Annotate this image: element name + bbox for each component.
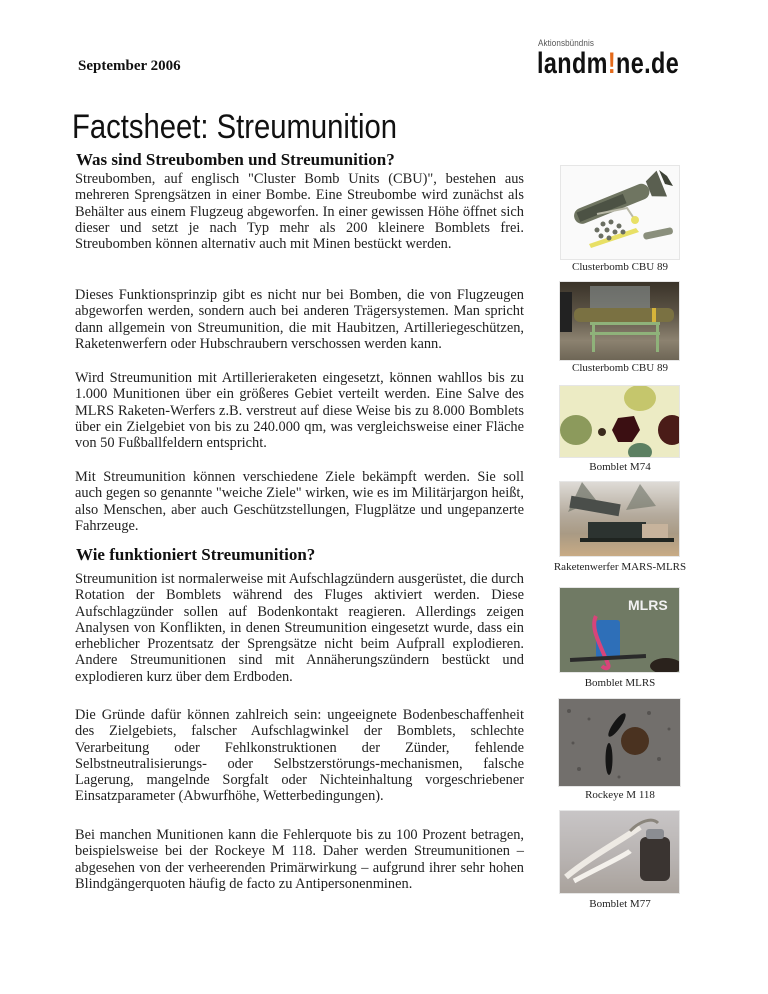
cluster-bomb-on-stand-image bbox=[559, 281, 680, 361]
logo-tagline: Aktionsbündnis bbox=[538, 38, 594, 49]
page-title: Factsheet: Streumunition bbox=[72, 108, 398, 146]
section-heading-what-are-cluster-bombs: Was sind Streubomben und Streumunition? bbox=[76, 150, 395, 169]
figure-caption: Clusterbomb CBU 89 bbox=[572, 362, 668, 374]
figure-caption: Clusterbomb CBU 89 bbox=[572, 261, 668, 273]
figure-bomblet-mlrs bbox=[550, 587, 690, 692]
bomblet-m74-image bbox=[559, 385, 680, 458]
figure-caption: Raketenwerfer MARS-MLRS bbox=[553, 561, 687, 573]
rockeye-image bbox=[558, 698, 681, 787]
figure-caption: Rockeye M 118 bbox=[585, 789, 655, 801]
figure-cbu89-photo bbox=[550, 281, 690, 381]
logo-name-part2: ne.de bbox=[616, 47, 680, 80]
paragraph: Streumunition ist normalerweise mit Aufschlagzündern ausgerüstet, die durch Rotation der Bomblets während des Fluges aktiviert werden. Diese Aufschlagzünder sollen auf Bodenkontakt reagieren. Allerdings zeigen Analysen von Konflikten, in denen Streumunition eingesetzt wurde, dass ein erheblicher Prozentsatz der Sprengsätze nicht beim Aufprall explodieren. Andere Streumunitionen sind mit Annäherungszündern bestückt und explodieren kurz über dem Erdboden. bbox=[75, 571, 524, 685]
cluster-bomb-cutaway-image bbox=[560, 165, 680, 260]
figure-cbu89-diagram bbox=[550, 165, 690, 280]
section-heading-how-it-works: Wie funktioniert Streumunition? bbox=[76, 545, 316, 564]
figure-bomblet-m77 bbox=[550, 810, 690, 915]
document-date: September 2006 bbox=[78, 58, 181, 74]
logo-exclamation-mark: ! bbox=[607, 47, 617, 80]
figure-caption: Bomblet M77 bbox=[589, 898, 651, 910]
figure-caption: Bomblet MLRS bbox=[584, 677, 656, 689]
landmine-de-logo bbox=[528, 38, 688, 84]
mlrs-bomblet-image bbox=[559, 587, 680, 673]
logo-wordmark bbox=[537, 47, 679, 81]
figure-caption: Bomblet M74 bbox=[589, 461, 651, 473]
paragraph: Wird Streumunition mit Artillerieraketen eingesetzt, können wahllos bis zu 1.000 Munitionen über ein größeres Gebiet verteilt werden. Eine Salve des MLRS Raketen-Werfers z.B. verstreut auf diese Weise bis zu 8.000 Bomblets über ein Zielgebiet von bis zu 240.000 qm, was vergleichsweise einer Fläche von 50 Fußballfeldern entspricht. bbox=[75, 370, 524, 452]
paragraph: Die Gründe dafür können zahlreich sein: ungeeignete Bodenbeschaffenheit des Zielgebiets, falscher Aufschlagwinkel der Bomblets, schlechte Verarbeitung oder Fehlkonstruktionen der Zünder, fehlende Selbstneutralisierungs- oder Selbstzerstörungs-mechanismen, falsche Lagerung, mangelnde Sorgfalt oder Nichteinhaltung vorgeschriebener Einsatzparameter (Abwurfhöhe, Wetterbedingungen). bbox=[75, 707, 524, 805]
figure-bomblet-m74 bbox=[550, 385, 690, 475]
figure-mars-mlrs bbox=[545, 481, 695, 581]
mlrs-overlay-text: MLRS bbox=[628, 597, 668, 613]
rocket-launcher-image bbox=[559, 481, 680, 557]
paragraph: Mit Streumunition können verschiedene Ziele bekämpft werden. Sie soll auch gegen so genannte "weiche Ziele" wirken, wie es im Militärjargon heißt, also Menschen, aber auch Geschützstellungen, Flugplätze und ungepanzerte Fahrzeuge. bbox=[75, 469, 524, 534]
paragraph: Dieses Funktionsprinzip gibt es nicht nur bei Bomben, die von Flugzeugen abgeworfen werden, sondern auch bei anderen Trägersystemen. Man spricht dann allgemein von Streumunition, die mit Haubitzen, Artilleriegeschützen, Raketenwerfern oder Hubschraubern verschossen werden kann. bbox=[75, 287, 524, 352]
paragraph: Bei manchen Munitionen kann die Fehlerquote bis zu 100 Prozent betragen, beispielsweise bei der Rockeye M 118. Daher werden Streumunitionen – abgesehen von der verheerenden Primärwirkung – aufgrund ihrer sehr hohen Blindgängerquoten häufig de facto zu Antipersonenminen. bbox=[75, 827, 524, 892]
logo-name-part1: landm bbox=[537, 47, 608, 80]
figure-rockeye-m118 bbox=[550, 698, 690, 808]
m77-bomblet-image bbox=[559, 810, 680, 894]
paragraph: Streubomben, auf englisch "Cluster Bomb Units (CBU)", bestehen aus mehreren Sprengsätzen in einer Bombe. Eine Streubombe wird zunächst als Behälter aus einem Flugzeug abgeworfen. In einer gewissen Höhe öffnet sich dieser und setzt je nach Typ mehr als 200 kleinere Bomblets frei. Streubomben können alternativ auch mit Minen bestückt werden. bbox=[75, 171, 524, 253]
